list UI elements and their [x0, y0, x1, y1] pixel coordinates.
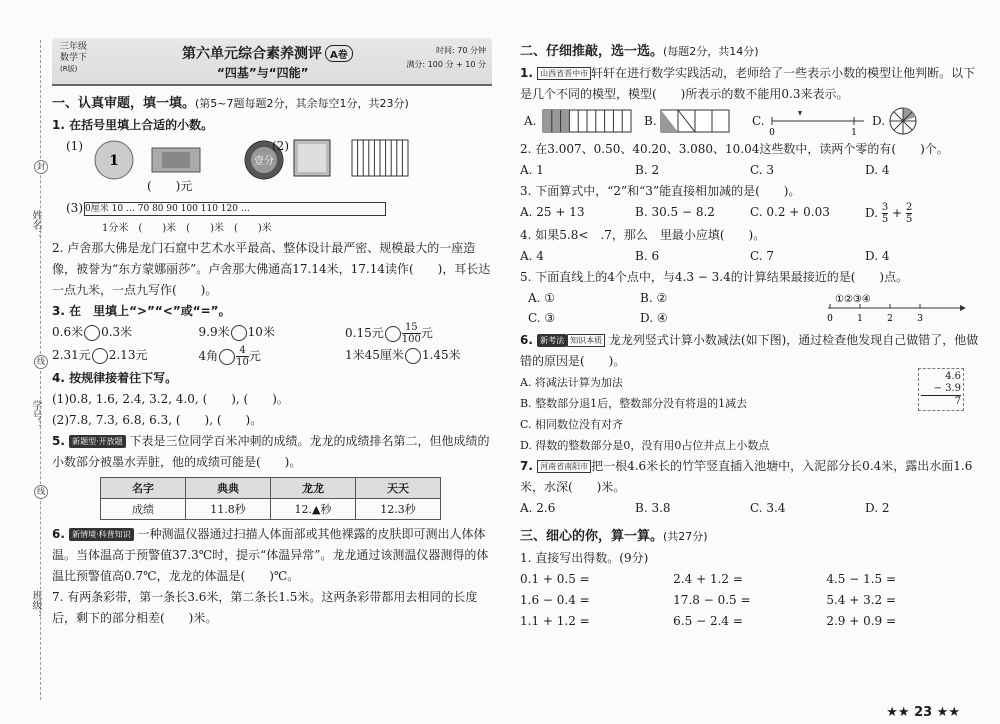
option-a[interactable]: A. ① — [528, 291, 556, 305]
q1-answer-blank[interactable]: ( )元 — [147, 179, 193, 193]
section-title-text: 三、细心的你，算一算。 — [520, 529, 664, 544]
binding-gutter — [0, 0, 46, 724]
time-limit: 时间: 70 分钟 — [436, 46, 486, 55]
s2-q5-options — [520, 288, 980, 330]
s2-q7-options — [520, 498, 980, 519]
axis-label: 3 — [917, 314, 923, 324]
option-b[interactable]: B. 2 — [635, 163, 660, 177]
option-a[interactable]: A. 1 — [520, 163, 544, 177]
calc-line: 4.6 — [945, 371, 961, 382]
grade-line: 三年级 — [60, 42, 88, 52]
question-6: 6. 新情境·科普知识 一种测温仪器通过扫描人体面部或其他裸露的皮肤即可测出人体体温。当体温高于预警值37.3℃时，提示“体温异常”。龙龙通过该测温仪器测得的体温比预警值高0.7℃，龙龙的体温是( )℃。 — [52, 527, 489, 583]
table-cell: 12.3秒 — [356, 499, 441, 520]
option-b[interactable]: B. — [644, 114, 657, 128]
grid-models — [292, 138, 412, 180]
question-4a: (1)0.8, 1.6, 2.4, 3.2, 4.0, ( ), ( )。 — [52, 392, 289, 406]
calc-item[interactable]: 5.4 + 3.2 = — [826, 593, 897, 607]
question-text: 1. 在括号里填上合适的小数。 — [52, 118, 214, 132]
compare-left: 0.6米 — [52, 325, 84, 339]
s2-q6-options — [520, 372, 980, 456]
compare-left: 1米45厘米 — [345, 348, 404, 362]
table-cell: 典典 — [186, 478, 271, 499]
axis-label: 1 — [851, 128, 857, 137]
compare-right: 0.3米 — [101, 325, 133, 339]
page-number-text: 23 — [914, 705, 933, 720]
grade-line: 数学下 — [60, 53, 88, 63]
fraction — [882, 202, 888, 225]
new-context-tag: 新情境·科普知识 — [69, 528, 134, 541]
sub-label: (2) — [272, 139, 289, 153]
option-d[interactable]: D. 得数的整数部分是0，没有用0占位并点上小数点 — [520, 439, 770, 452]
section-3-title — [520, 525, 980, 544]
question-4 — [52, 368, 492, 389]
knowledge-tag: 知识本质 — [567, 334, 605, 347]
option-b[interactable]: B. 30.5 − 8.2 — [635, 205, 715, 219]
calc-item[interactable]: 1.6 − 0.4 = — [520, 593, 590, 607]
denominator: 10 — [236, 357, 249, 368]
s2-question-6: 6. 新考法 知识本质 龙龙列竖式计算小数减法(如下图)，通过检查他发现自己做错了，他做错的原因是( )。 — [520, 333, 979, 368]
option-d[interactable]: D. 2 — [865, 501, 890, 515]
title-text: 第六单元综合素养测评 — [182, 46, 322, 62]
section-1-title — [52, 92, 492, 111]
s2-question-5: 5. 下面直线上的4个点中，与4.3 − 3.4的计算结果最接近的是( )点。 — [520, 270, 909, 284]
option-b[interactable]: B. 整数部分退1后，整数部分没有将退的1减去 — [520, 397, 748, 410]
s2-question-1: 1. 山西省晋中市 轩轩在进行数学实践活动，老师给了一些表示小数的模型让他判断。以下是几个不同的模型，模型( )所表示的数不能用0.3来表示。 — [520, 66, 976, 101]
s2-question-4: 4. 如果5.8< .7，那么 里最小应填( )。 — [520, 228, 766, 242]
question-4b: (2)7.8, 7.3, 6.8, 6.3, ( ), ( )。 — [52, 413, 263, 427]
fraction — [236, 345, 249, 368]
section-points: (共27分) — [663, 530, 708, 543]
ruler-answer-blanks[interactable]: 1分米 ( )米 ( )米 ( )米 — [102, 223, 272, 234]
section-2-title — [520, 40, 980, 59]
question-text: 3. 在 里填上“>”“<”或“=”。 — [52, 304, 231, 318]
calc-item[interactable]: 4.5 − 1.5 = — [826, 572, 897, 586]
calc-result: 7 — [954, 396, 961, 407]
compare-circle[interactable] — [385, 326, 401, 342]
scores-table — [100, 477, 441, 520]
question-7 — [52, 587, 492, 629]
compare-item — [345, 322, 492, 345]
denominator: 5 — [881, 214, 889, 225]
compare-item — [345, 345, 492, 368]
calc-line: − 3.9 — [921, 383, 961, 396]
sub-label: (3) — [66, 201, 83, 215]
question-5: 5. 新题型·开放题 下表是三位同学百米冲刺的成绩。龙龙的成绩排名第二，但他成绩的小数部分被墨水弄脏，他的成绩可能是( )。 — [52, 434, 490, 469]
compare-right: 10米 — [247, 325, 275, 339]
calc-item[interactable]: 2.9 + 0.9 = — [826, 614, 897, 628]
compare-circle[interactable] — [231, 325, 247, 341]
new-method-tag: 新考法 — [537, 334, 567, 347]
s2-q4-options — [520, 246, 980, 267]
numerator: 4 — [236, 345, 249, 357]
table-cell: 12.▲秒 — [271, 499, 356, 520]
fraction — [906, 202, 912, 225]
model-b-triangles — [660, 109, 730, 133]
compare-item — [199, 345, 346, 368]
question-text: 龙龙列竖式计算小数减法(如下图)，通过检查他发现自己做错了，他做错的原因是( )。 — [520, 333, 979, 368]
coin-one-yuan: 1 — [109, 153, 119, 169]
calc-item[interactable]: 0.1 + 0.5 = — [520, 572, 590, 586]
region-tag: 山西省晋中市 — [537, 67, 591, 80]
calc-row — [520, 611, 980, 632]
compare-left: 9.9米 — [198, 325, 230, 339]
s2-question-2: 2. 在3.007、0.50、40.20、3.080、10.04这些数中，读两个零的有( )个。 — [520, 142, 949, 156]
option-c[interactable]: C. 3.4 — [750, 501, 786, 515]
calc-item[interactable]: 6.5 − 2.4 = — [673, 614, 743, 628]
s2-q3-options — [520, 202, 980, 225]
option-d[interactable]: D. ④ — [640, 311, 668, 325]
q5-number-line — [820, 288, 970, 328]
test-header — [52, 38, 492, 86]
cut-mark: 封 — [34, 160, 48, 174]
full-score: 满分: 100 分 + 10 分 — [406, 60, 486, 69]
cut-mark: 线 — [34, 355, 48, 369]
option-b[interactable]: B. 6 — [635, 249, 660, 263]
compare-right: 2.13元 — [108, 348, 148, 362]
ruler: 0厘米 10 … 70 80 90 100 110 120 … — [84, 202, 386, 216]
question-text: 轩轩在进行数学实践活动，老师给了一些表示小数的模型让他判断。以下是几个不同的模型，模型( )所表示的数不能用0.3来表示。 — [520, 66, 976, 101]
option-d[interactable]: D. 4 — [865, 249, 890, 263]
s2-q2-options — [520, 160, 980, 181]
cut-mark: 线 — [34, 485, 48, 499]
question-text: 4. 按规律接着往下写。 — [52, 371, 178, 385]
unit: 元 — [248, 349, 261, 363]
option-a[interactable]: A. 2.6 — [520, 501, 556, 515]
grade-info — [60, 42, 87, 75]
s3-question-1: 1. 直接写出得数。(9分) — [520, 551, 649, 565]
question-text: 把一根4.6米长的竹竿竖直插入池塘中，入泥部分长0.4米，露出水面1.6米，水深( )米。 — [520, 459, 973, 494]
compare-circle[interactable] — [219, 349, 235, 365]
compare-circle[interactable] — [84, 325, 100, 341]
time-score-info — [406, 44, 486, 72]
table-cell: 11.8秒 — [186, 499, 271, 520]
option-c[interactable]: C. ③ — [528, 311, 556, 325]
question-1-ruler — [52, 198, 492, 238]
denominator: 100 — [401, 334, 421, 345]
option-b[interactable]: B. 3.8 — [635, 501, 671, 515]
s2-question-3: 3. 下面算式中，“2”和“3”能直接相加减的是( )。 — [520, 184, 801, 198]
calc-row — [520, 569, 980, 590]
axis-label: 2 — [887, 314, 893, 324]
option-c[interactable]: C. 3 — [750, 163, 775, 177]
axis-label: 0 — [769, 128, 775, 137]
question-3-row-2 — [52, 345, 492, 368]
denominator: 5 — [905, 214, 913, 225]
calc-item[interactable]: 17.8 − 0.5 = — [673, 593, 751, 607]
unit: 元 — [420, 326, 433, 340]
compare-right: 1.45米 — [421, 348, 461, 362]
table-cell: 天天 — [356, 478, 441, 499]
option-c[interactable]: C. 7 — [750, 249, 775, 263]
table-cell: 龙龙 — [271, 478, 356, 499]
option-a[interactable]: A. 将减法计算为加法 — [520, 376, 623, 389]
option-d[interactable]: D. 4 — [865, 163, 890, 177]
calc-item[interactable]: 2.4 + 1.2 = — [673, 572, 743, 586]
vertical-calculation — [918, 368, 964, 411]
option-a[interactable]: A. 25 + 13 — [520, 205, 585, 219]
plus-sign: + — [892, 206, 903, 220]
axis-label: 0 — [827, 314, 833, 324]
left-column — [52, 38, 492, 629]
fraction — [402, 322, 421, 345]
s2-q1-options — [520, 105, 980, 139]
section-title-text: 二、仔细推敲，选一选。 — [520, 44, 664, 59]
question-text: 2. 卢舍那大佛是龙门石窟中艺术水平最高、整体设计最严密、规模最大的一座造像，被誉为“东方蒙娜丽莎”。卢舍那大佛通高17.14米，17.14读作( )，耳长达一点九米，一点九写作( )。 — [52, 241, 491, 297]
option-d[interactable] — [865, 202, 980, 225]
coin-one-fen: 壹分 — [254, 156, 274, 167]
calc-item[interactable]: 1.1 + 1.2 = — [520, 614, 590, 628]
question-3 — [52, 301, 492, 322]
model-a-strip — [542, 109, 632, 133]
table-cell: 名字 — [101, 478, 186, 499]
option-a[interactable]: A. 4 — [520, 249, 544, 263]
numerator: 2 — [905, 202, 913, 213]
option-c[interactable]: C. 0.2 + 0.03 — [750, 205, 830, 219]
compare-item — [52, 322, 199, 345]
question-3-row-1 — [52, 322, 492, 345]
option-d[interactable]: D. — [872, 114, 886, 128]
money-illustration — [92, 140, 292, 180]
question-1 — [52, 115, 492, 136]
s2-question-7: 7. 河南省南阳市 把一根4.6米长的竹竿竖直插入池塘中，入泥部分长0.4米，露出水面1.6米，水深( )米。 — [520, 459, 973, 494]
compare-circle[interactable] — [92, 348, 108, 364]
compare-item — [199, 322, 346, 345]
sub-label: (1) — [66, 139, 83, 153]
calc-row — [520, 590, 980, 611]
section-title-text: 一、认真审题，填一填。 — [52, 96, 196, 111]
question-text: 一种测温仪器通过扫描人体面部或其他裸露的皮肤即可测出人体体温。当体温高于预警值37.3℃时，提示“体温异常”。龙龙通过该测温仪器测得的体温比预警值高0.7℃，龙龙的体温是( )℃。 — [52, 527, 489, 583]
table-cell: 成绩 — [101, 499, 186, 520]
name-label: 姓名： — [30, 210, 41, 240]
axis-label: 1 — [857, 314, 863, 324]
option-letter: D. — [865, 206, 879, 220]
question-text: 7. 有两条彩带，第一条长3.6米，第二条长1.5米。这两条彩带都用去相同的长度后，剩下的部分相差( )米。 — [52, 590, 478, 625]
point-markers: ①②③④ — [835, 294, 871, 305]
page-number: ★★ 23 ★★ — [886, 705, 960, 720]
question-2 — [52, 238, 492, 301]
option-a[interactable]: A. — [524, 114, 537, 128]
compare-left: 0.15元 — [345, 326, 384, 340]
question-text: 下表是三位同学百米冲刺的成绩。龙龙的成绩排名第二，但他成绩的小数部分被墨水弄脏，他的成绩可能是( )。 — [52, 434, 490, 469]
option-c[interactable]: C. 相同数位没有对齐 — [520, 418, 624, 431]
new-type-tag: 新题型·开放题 — [69, 435, 126, 448]
student-id-label: 学号： — [30, 400, 41, 430]
option-b[interactable]: B. ② — [640, 291, 668, 305]
question-1-images — [52, 136, 492, 198]
grade-line: (R版) — [60, 65, 78, 73]
table-row — [101, 478, 441, 499]
version-badge: A卷 — [325, 45, 353, 62]
numerator: 3 — [881, 202, 889, 213]
compare-left: 2.31元 — [52, 348, 91, 362]
right-column — [520, 38, 980, 632]
model-d-circle — [888, 106, 918, 136]
option-c[interactable]: C. — [752, 114, 765, 128]
class-label: 班级： — [30, 590, 41, 620]
test-subtitle: “四基”与“四能” — [217, 66, 309, 80]
model-c-numberline — [768, 107, 868, 137]
compare-circle[interactable] — [405, 348, 421, 364]
compare-item — [52, 345, 199, 368]
numerator: 15 — [402, 322, 421, 334]
test-title — [182, 43, 353, 63]
compare-left: 4角 — [198, 349, 219, 363]
section-points: (每题2分，共14分) — [663, 45, 759, 58]
table-row — [101, 499, 441, 520]
section-points: (第5~7题每题2分，其余每空1分，共23分) — [195, 97, 409, 110]
region-tag: 河南省南阳市 — [537, 460, 591, 473]
